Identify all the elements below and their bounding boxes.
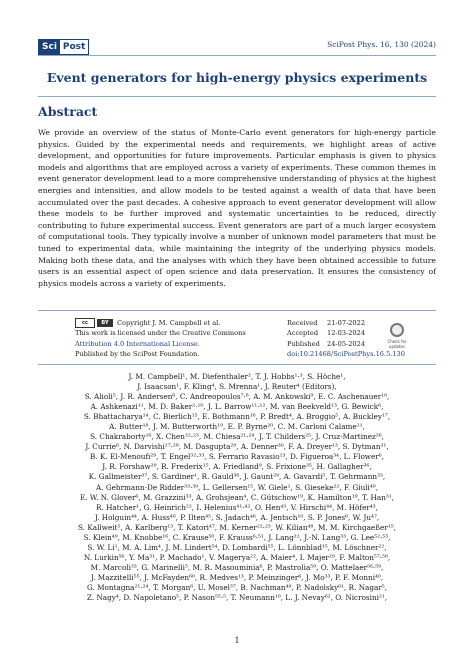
author-line: G. Montagna²¹·²⁴, T. Morgan⁶, U. Mosel³⁷, B. Nachman⁴⁹, P. Nadolsky⁶¹, R. Nagar⁵,	[86, 582, 388, 592]
check-for-updates-badge[interactable]	[386, 323, 408, 349]
scipost-logo	[38, 39, 89, 55]
author-line: Z. Nagy⁴, D. Napoletano⁵, P. Nason⁵⁵·⁵, T. Neumann¹⁰, L. J. Nevay⁶², O. Nicrosini²¹,	[86, 593, 388, 603]
date-label: Received	[287, 319, 318, 327]
check-updates-label: Check for updates	[387, 339, 407, 349]
author-line: M. Marcoli³³, G. Marinelli⁵, M. R. Masouminia⁶, P. Mastrolia⁵⁹, O. Mattelaer⁵⁶·⁵⁹,	[90, 562, 384, 572]
header-rule	[38, 55, 436, 56]
author-list	[38, 372, 436, 603]
date-label: Accepted	[287, 329, 319, 338]
author-line: K. Gallmeister³⁷, S. Gardiner¹, R. Gauld³⁸, J. Gaunt²⁹, A. Gavardi⁵, T. Gehrmann³³,	[88, 472, 386, 482]
author-line: E. W. N. Glover⁶, M. Grazzini³³, A. Grohsjean⁴, C. Gütschow¹⁹, K. Hamilton¹⁹, T. Han³¹,	[80, 492, 394, 502]
author-line: J. Isaacson¹, F. Kling⁴, S. Mrenna¹, J. Reuter⁴ (Editors),	[137, 382, 337, 392]
paper-title: Event generators for high-energy physics experiments	[46, 70, 428, 85]
copyright-text: Copyright J. M. Campbell et al.	[117, 319, 221, 327]
abstract-heading: Abstract	[38, 104, 98, 119]
author-line: S. Chakraborty¹⁶, X. Chen²²·²³, M. Chiesa²¹·²⁴, J. T. Childers²⁵, J. Cruz-Martinez²⁶,	[90, 432, 384, 442]
author-line: B. K. El-Menoufi²⁹, T. Engel³²·³³, S. Ferrario Ravasio¹³, D. Figueroa³⁴, L. Flower⁶,	[90, 452, 384, 462]
author-line: J. Mazzitelli⁵⁵, J. McFayden⁶⁰, R. Medves¹³, P. Meinzinger⁶, J. Mo³³, P. F. Monni⁴⁰,	[90, 572, 384, 582]
author-line: J. R. Forshaw²⁹, R. Frederix¹⁵, A. Friedland⁹, S. Frixione³⁵, H. Gallagher³⁶,	[102, 462, 372, 472]
author-line: A. Butter¹⁸, J. M. Butterworth¹⁹, E. P. Byrne²⁰, C. M. Carloni Calame²¹,	[109, 422, 365, 432]
logo-part-1: Sci	[39, 40, 60, 54]
author-line: S. Klein⁴⁹, M. Knobbe¹⁶, C. Krause⁵⁰, F. Krauss⁶·⁵¹, J. Lang²², J.-N. Lang³³, G. Lee⁵²·⁵³,	[83, 532, 391, 542]
date-value: 24-05-2024	[327, 339, 366, 348]
check-updates-icon	[390, 323, 404, 337]
publisher-text: Published by the SciPost Foundation.	[75, 350, 200, 359]
title-rule	[38, 96, 436, 97]
logo-part-2: Post	[62, 42, 86, 52]
author-line: S. Alioli⁵, J. R. Andersen⁶, C. Andreopoulos⁷·⁸, A. M. Ankowski⁹, E. C. Aschenauer¹⁰,	[84, 392, 390, 402]
author-line: R. Hatcher¹, G. Heinrich²², I. Helenius⁴¹·⁴², O. Hen⁴³, V. Hirschi⁴⁴, M. Höfer⁴³,	[96, 502, 378, 512]
license-link[interactable]: Attribution 4.0 International License.	[75, 339, 200, 348]
date-value: 12-03-2024	[327, 329, 366, 338]
author-line: J. Holguin⁴⁴, A. Huss⁴⁰, P. Ilten⁴⁵, S. Jadach⁴⁶, A. Jentsch¹⁰, S. P. Jones⁶, W. Ju⁴⁷,	[94, 512, 380, 522]
author-line: S. Bhattacharya¹⁴, C. Bierlich¹⁵, E. Bothmann¹⁶, P. Bredt⁴, A. Broggio⁵, A. Buckley¹⁷,	[83, 412, 391, 422]
doi-link[interactable]: doi:10.21468/SciPostPhys.16.5.130	[287, 350, 405, 359]
cc-license-icon: cc	[75, 318, 95, 328]
author-line: S. W. Li¹, M. A. Lim⁴, J. M. Lindert⁵⁴, D. Lombardi⁵⁵, L. Lönnblad¹⁵, M. Löschner²²,	[87, 542, 387, 552]
license-text: This work is licensed under the Creative Commons	[75, 329, 246, 338]
page-number: 1	[234, 636, 240, 645]
license-rule	[38, 364, 436, 365]
author-line: S. Kallweit⁵, A. Karlberg¹³, T. Katori⁴⁷, M. Kerner²²·²³, W. Kilian⁴⁸, M. M. Kirchgaeßer¹⁵,	[78, 522, 396, 532]
author-line: J. Currie⁶, N. Darvishi²⁷·²⁸, M. Dasgupta²⁹, A. Denner³⁰, F. A. Dreyer¹³, S. Dytman³¹,	[85, 442, 389, 452]
abstract-rule	[38, 310, 436, 311]
license-block	[75, 318, 280, 360]
journal-reference: SciPost Phys. 16, 130 (2024)	[327, 40, 436, 49]
author-line: A. Gehrmann-De Ridder³³·³⁹, L. Gellersen¹⁵, W. Giele¹, S. Gieseke²², F. Giuli⁴⁰,	[95, 482, 378, 492]
date-label: Published	[287, 339, 320, 348]
cc-by-icon: BY	[97, 319, 113, 327]
date-value: 21-07-2022	[327, 319, 366, 327]
author-line: N. Lurkin⁵⁶, Y. Ma³¹, P. Machado¹, V. Magerya²², A. Maier⁴, I. Majer²⁹, F. Malton⁵⁷·⁵⁸,	[83, 552, 391, 562]
author-line: A. Ashkenazi¹¹, M. D. Baker²·¹⁰, J. L. Barrow¹¹·¹², M. van Beekveld¹³, G. Bewick⁶,	[90, 402, 384, 412]
author-line: J. M. Campbell¹, M. Diefenthaler², T. J. Hobbs¹·³, S. Höche¹,	[128, 372, 346, 381]
abstract-text: We provide an overview of the status of Monte-Carlo event generators for high-energy particle physics. Guided by the experimental needs and requirements, we highlight areas of active development, and opportunities for future improvements. Particular emphasis is given to physics models and algorithms that are employed across a variety of experiments. These common themes in event generator development lead to a more comprehensive understanding of physics at the highest energies and intensities, and allow models to be tested against a wealth of data that have been accumulated over the past decades. A cohesive approach to event generator development will allow these models to be further improved and systematic uncertainties to be reduced, directly contributing to future experimental success. Event generators are part of a much larger ecosystem of computational tools. They typically involve a number of unknown model parameters that must be tuned to experimental data, while maintaining the integrity of the underlying physics models. Making both these data, and the analyses with which they have been obtained accessible to future users is an essential aspect of open science and data preservation. It ensures the consistency of physics models across a variety of experiments.	[38, 128, 436, 288]
